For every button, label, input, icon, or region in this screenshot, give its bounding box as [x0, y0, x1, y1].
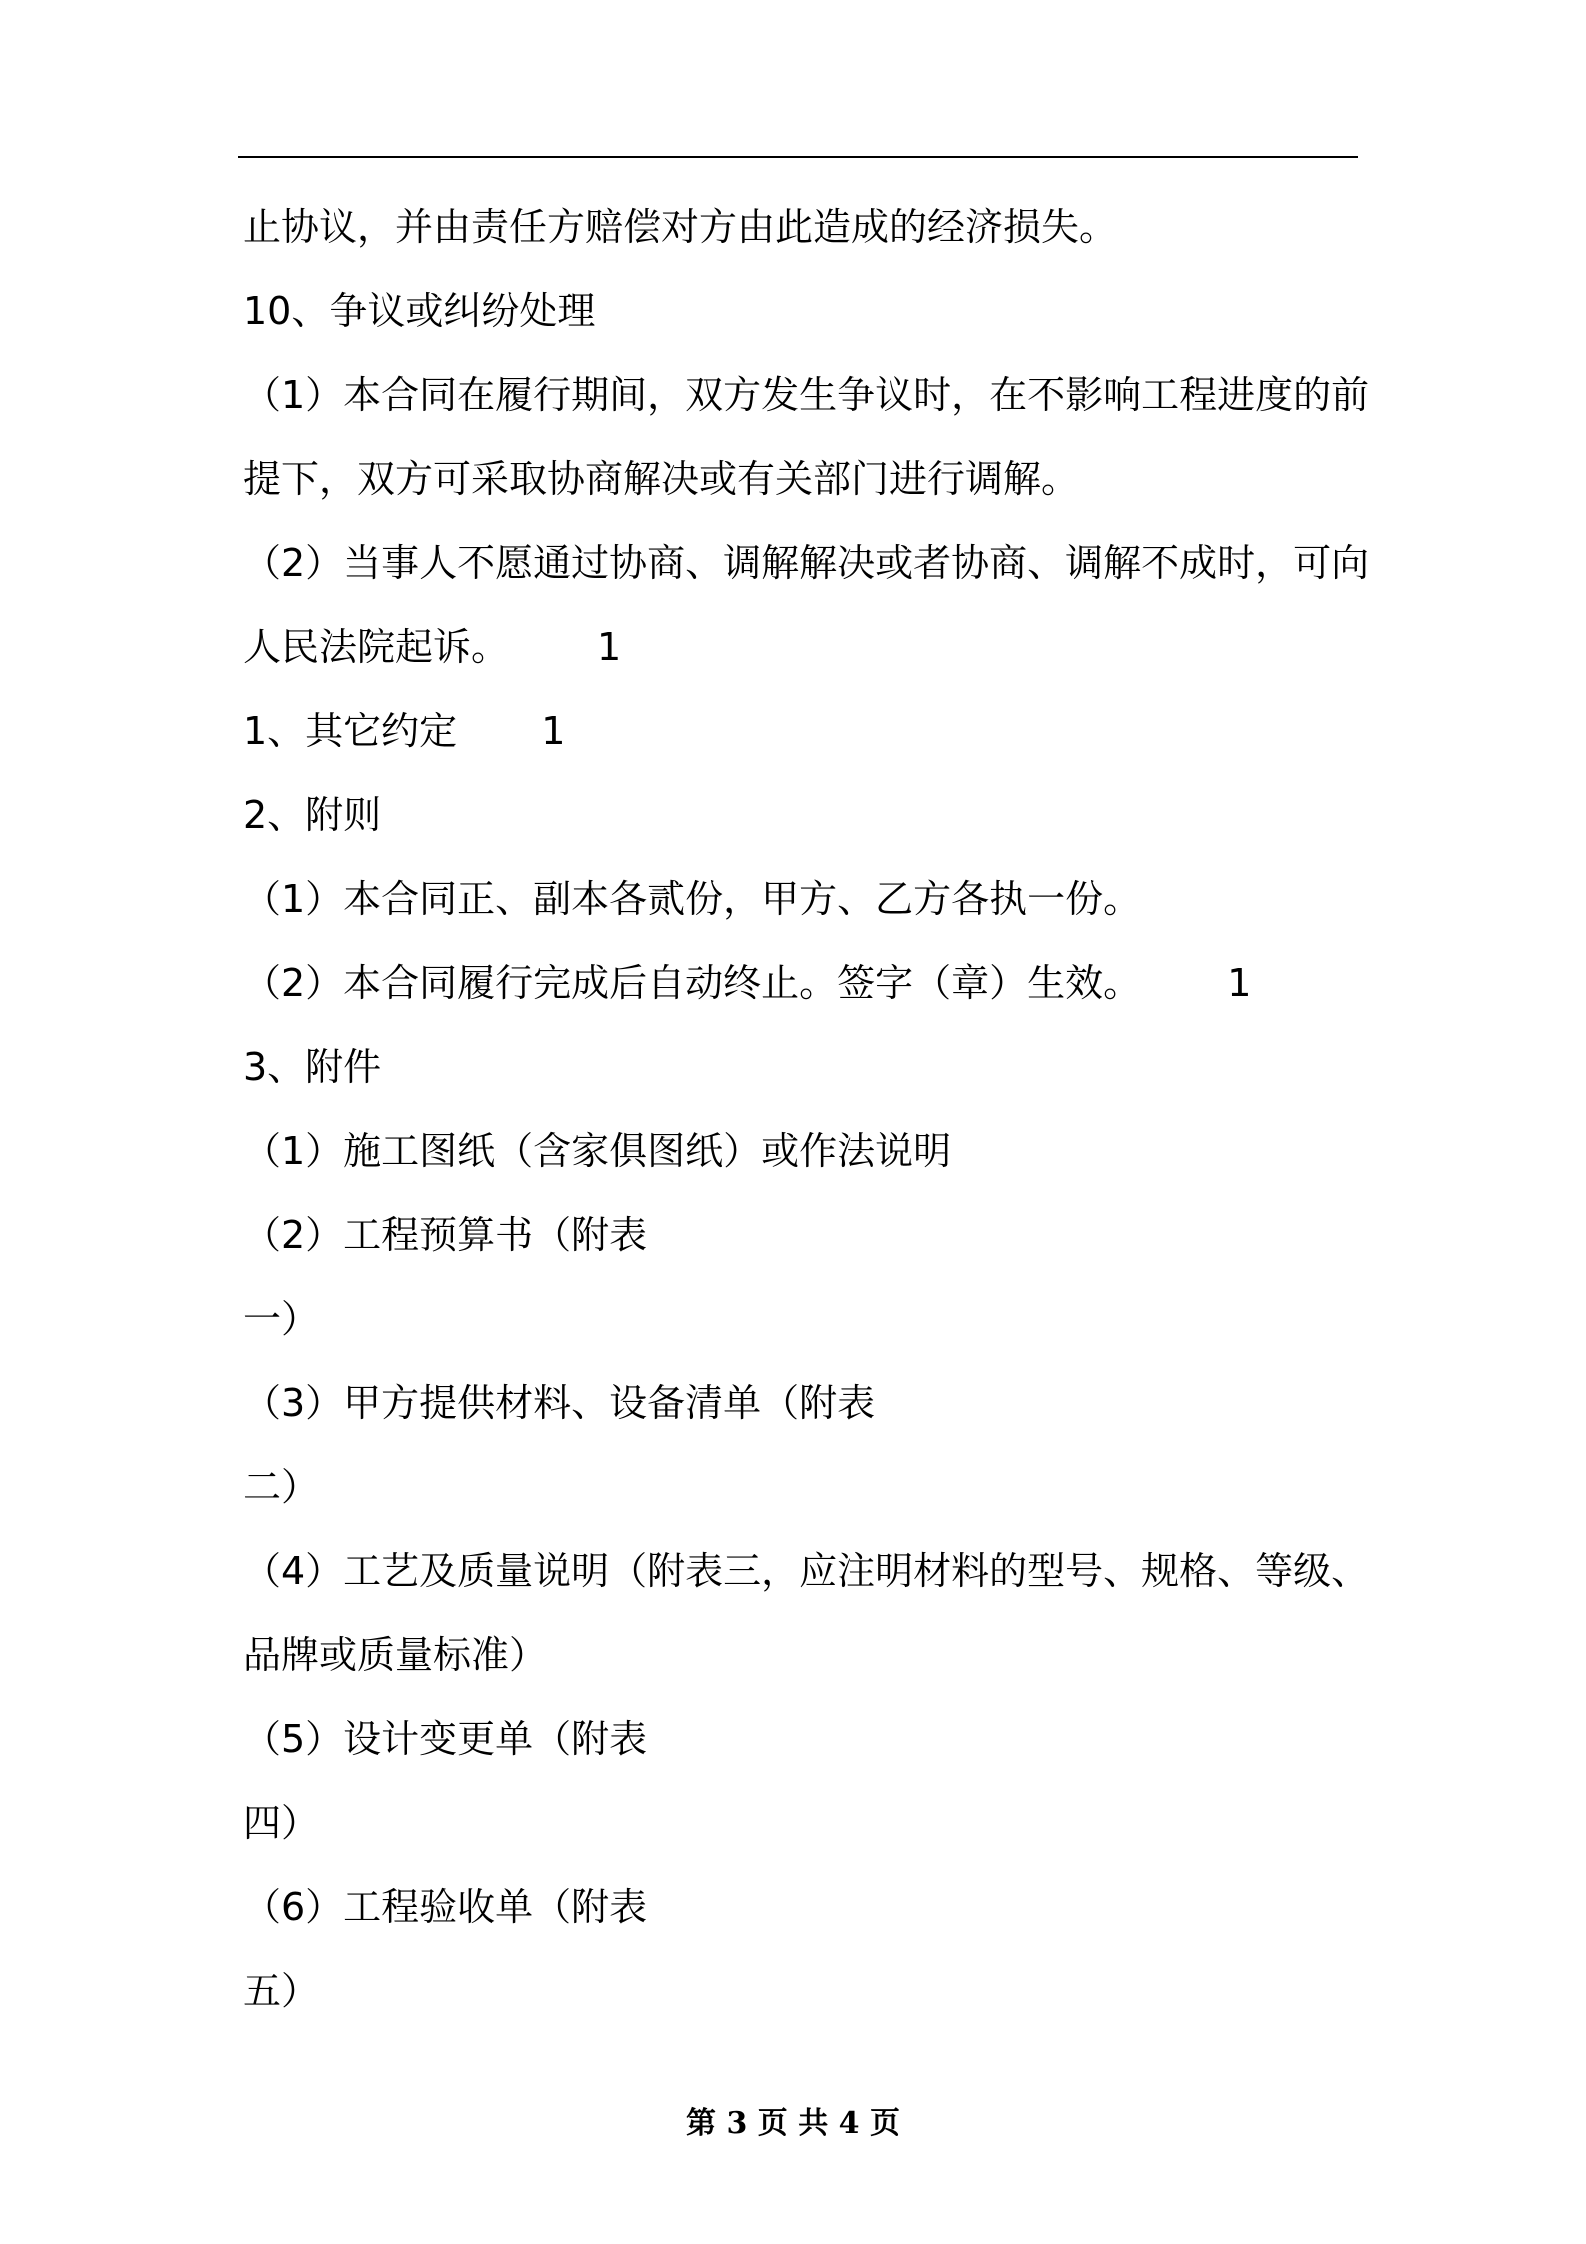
section-heading-other-label: 1、其它约定: [243, 709, 458, 753]
footnote-marker: 1: [1227, 961, 1252, 1005]
text-line-10-body: （2）本合同履行完成后自动终止。签字（章）生效。: [243, 961, 1142, 1005]
text-line-21: （6）工程验收单（附表: [243, 1885, 648, 1929]
text-line-13: （2）工程预算书（附表: [243, 1213, 648, 1257]
section-heading-rules: 2、附则: [243, 793, 382, 837]
text-line-15: （3）甲方提供材料、设备清单（附表: [243, 1381, 876, 1425]
text-line-9: （1）本合同正、副本各贰份，甲方、乙方各执一份。: [243, 877, 1142, 921]
text-line-19: （5）设计变更单（附表: [243, 1717, 648, 1761]
text-line-5: （2）当事人不愿通过协商、调解解决或者协商、调解不成时，可向: [243, 541, 1370, 585]
text-line-4: 提下，双方可采取协商解决或有关部门进行调解。: [243, 457, 1080, 501]
text-line-1: 止协议，并由责任方赔偿对方由此造成的经济损失。: [243, 205, 1118, 249]
section-heading-attachments: 3、附件: [243, 1045, 382, 1089]
page-number-footer: 第 3 页 共 4 页: [686, 2106, 900, 2141]
text-line-18: 品牌或质量标准）: [243, 1633, 548, 1677]
header-rule: [238, 156, 1358, 158]
section-heading-other: [243, 706, 565, 756]
text-line-3: （1）本合同在履行期间，双方发生争议时，在不影响工程进度的前: [243, 373, 1370, 417]
text-line-14: 一）: [243, 1297, 320, 1341]
text-line-12: （1）施工图纸（含家俱图纸）或作法说明: [243, 1129, 952, 1173]
footnote-marker: 1: [541, 709, 566, 753]
text-line-22: 五）: [243, 1969, 320, 2013]
footnote-marker: 1: [597, 625, 622, 669]
text-line-20: 四）: [243, 1801, 320, 1845]
text-line-17: （4）工艺及质量说明（附表三，应注明材料的型号、规格、等级、: [243, 1549, 1370, 1593]
text-line-6-body: 人民法院起诉。: [243, 625, 510, 669]
text-line-6: [243, 622, 621, 672]
text-line-16: 二）: [243, 1465, 320, 1509]
text-line-10: [243, 958, 1251, 1008]
section-heading-10: 10、争议或纠纷处理: [243, 289, 596, 333]
